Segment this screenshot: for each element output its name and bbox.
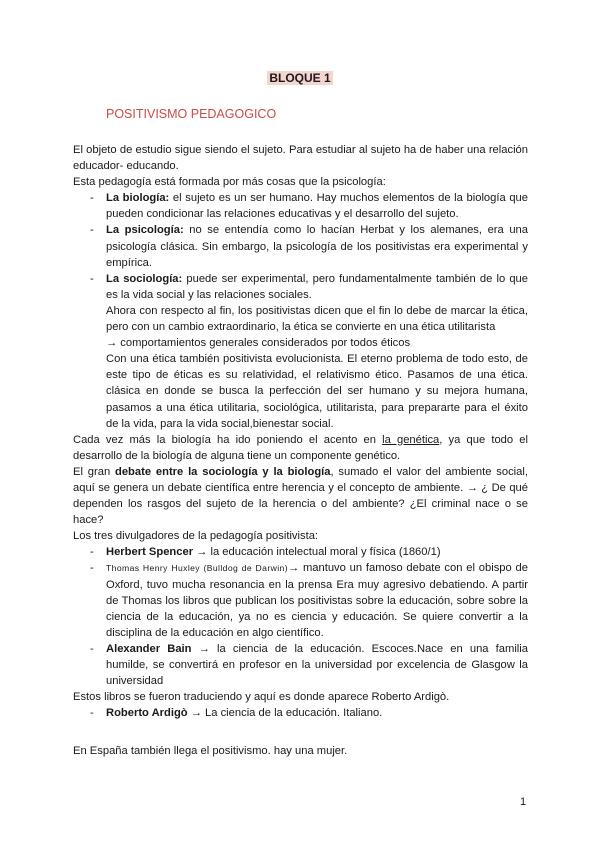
- list-item: - La biología: el sujeto es un ser humano. Hay muchos elementos de la biología que pueden condicionar las relaciones educativas y el desarrollo del sujeto.: [90, 192, 528, 221]
- bullet-dash-icon: -: [90, 272, 94, 285]
- biology-paragraph: Cada vez más la biología ha ido poniendo el acento en la genética, ya que todo el desarrollo de la biología de alguna tiene un componente genético.: [73, 433, 528, 462]
- block-title: BLOQUE 1: [269, 71, 331, 85]
- list-item-extra: → comportamientos generales considerados por todos éticos: [106, 337, 411, 350]
- translation-note: Estos libros se fueron traduciendo y aquí es donde aparece Roberto Ardigò.: [73, 691, 450, 704]
- bullet-dash-icon: -: [90, 642, 94, 655]
- list-item-extra: Ahora con respecto al fin, los positivistas dicen que el fin lo debe de marcar la ética, pero con un cambio extraordinario, la ética se convierte en una ética utilitarista: [106, 304, 528, 334]
- bullet-dash-icon: -: [90, 224, 94, 237]
- document-body: [73, 142, 528, 759]
- section-title: POSITIVISMO PEDAGOGICO: [106, 107, 277, 121]
- page-number: 1: [520, 796, 527, 808]
- list-item: - Alexander Bain → la ciencia de la educación. Escoces.Nace en una familia humilde, se convertirá en profesor en la universidad por excelencia de Glasgow la universidad: [90, 642, 528, 688]
- list-item: - Roberto Ardigò → La ciencia de la educación. Italiano.: [73, 705, 528, 721]
- bullet-dash-icon: -: [90, 546, 94, 559]
- intro-paragraph: El objeto de estudio sigue siendo el sujeto. Para estudiar al sujeto ha de haber una relación educador- educando.: [73, 144, 528, 173]
- closing-paragraph: En España también llega el positivismo. hay una mujer.: [73, 745, 348, 758]
- list-item: - La psicología: no se entendía como lo hacían Herbat y los alemanes, era una psicología clásica. Sin embargo, la psicología de los positivistas era experimental y empírica.: [90, 224, 528, 269]
- bullet-dash-icon: -: [90, 562, 94, 575]
- popularizers-intro: Los tres divulgadores de la pedagogía positivista:: [73, 530, 319, 543]
- list-item: - La sociología: puede ser experimental, pero fundamentalmente también de lo que es la vida social y las relaciones sociales. Ahora con respecto al fin, los positivistas dicen que el fin lo debe de marcar la ética, pero con un cambio extraordinario, la ética se convierte en una ética utilitarista → comportamientos generales considerados por todos éticos Con una ética también positivista evolucionista. El eterno problema de todo esto, de este tipo de éticas es su relatividad, el relativismo ético. Pasamos de una ética. clásica en donde se busca la perfección del ser humano y su mejora humana, pasamos a una ética utilitaria, sociológica, utilitarista, para prepararte para el éxito de la vida, para la vida social,bienestar social.: [73, 271, 528, 432]
- intro-paragraph: Esta pedagogía está formada por más cosas que la psicología:: [73, 176, 386, 189]
- list-item-extra: Con una ética también positivista evolucionista. El eterno problema de todo esto, de este tipo de éticas es su relatividad, el relativismo ético. Pasamos de una ética. clásica en donde se busca la perfección del ser humano y su mejora humana, pasamos a una ética utilitaria, sociológica, utilitarista, para prepararte para el éxito de la vida, para la vida social,bienestar social.: [106, 353, 528, 430]
- genetics-link[interactable]: la genética: [382, 433, 440, 446]
- debate-paragraph: El gran debate entre la sociología y la biología, sumado el valor del ambiente social, aquí se genera un debate científica entre herencia y el concepto de ambiente. → ¿ De qué dependen los rasgos del sujeto de la herencia o del ambiente? ¿El criminal nace o se hace?: [73, 465, 528, 527]
- bullet-dash-icon: -: [90, 192, 94, 205]
- list-item: - Thomas Henry Huxley (Bulldog de Darwin)→ mantuvo un famoso debate con el obispo de Oxford, tuvo mucha resonancia en la prensa Era muy agresivo debatiendo. A partir de Thomas los libros que publican los positivistas sobre la educación, sobre sobre la ciencia de la educación, ya no es ciencia y educación. Se quiere convertir a la disciplina de la educación en algo científico.: [90, 562, 528, 639]
- bullet-dash-icon: -: [90, 707, 94, 720]
- list-item: - Herbert Spencer → la educación intelectual moral y física (1860/1): [73, 544, 528, 560]
